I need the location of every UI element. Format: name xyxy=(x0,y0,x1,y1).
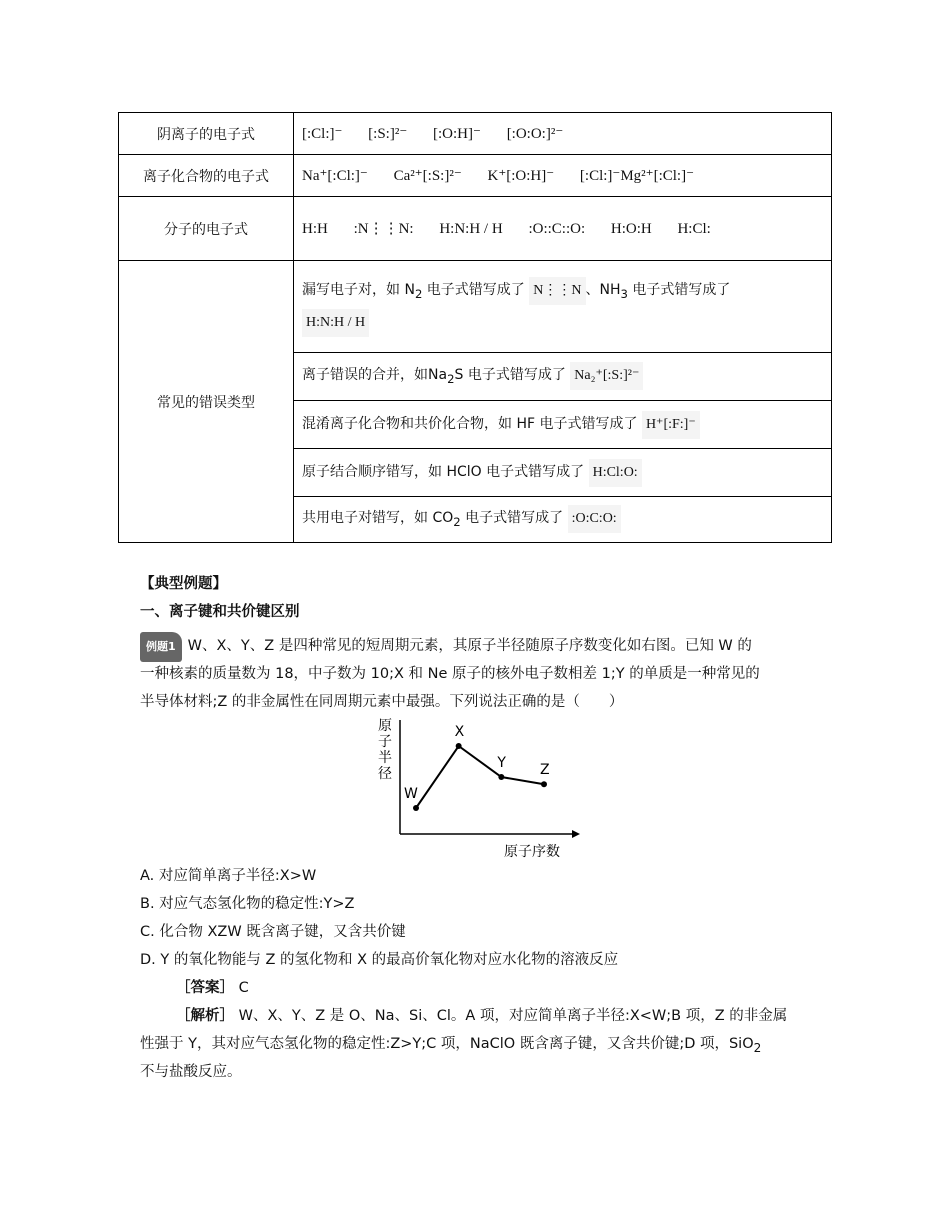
section-subheading: 一、离子键和共价键区别 xyxy=(140,604,300,620)
formula: [:O:H]⁻ xyxy=(433,126,481,142)
data-label-w: W xyxy=(404,786,418,802)
formula: :N⋮⋮N: xyxy=(353,221,414,237)
y-axis-label-char: 径 xyxy=(378,766,392,782)
analysis-text: 性强于 Y，其对应气态氢化物的稳定性:Z>Y;C 项，NaClO 既含离子键，又含共价键;D 项，SiO xyxy=(140,1036,754,1052)
formula-cell xyxy=(294,197,832,261)
section-heading: 【典型例题】 xyxy=(140,576,227,592)
wrong-formula: :O:C:O: xyxy=(568,505,621,533)
formula: [:Cl:]⁻Mg²⁺[:Cl:]⁻ xyxy=(579,168,695,184)
error-text: 电子式错写成了 xyxy=(627,282,731,299)
formula: H:O:H xyxy=(610,221,652,237)
formula: Na⁺[:Cl:]⁻ xyxy=(302,168,368,184)
formula: [:O:O:]²⁻ xyxy=(506,126,564,142)
data-point-w xyxy=(413,805,419,811)
formula: H:H xyxy=(302,221,328,237)
error-cell xyxy=(294,497,832,543)
question-text: W、X、Y、Z 是四种常见的短周期元素，其原子半径随原子序数变化如右图。已知 W 的 xyxy=(187,638,752,654)
formula: H:N:H / H xyxy=(439,221,503,237)
answer-label: ［答案］ xyxy=(176,980,234,996)
data-label-y: Y xyxy=(497,755,506,771)
data-point-y xyxy=(498,774,504,780)
subscript: 2 xyxy=(414,286,423,301)
formula-cell xyxy=(294,155,832,197)
row-label: 分子的电子式 xyxy=(119,197,294,261)
series-line xyxy=(416,746,544,808)
subscript: 2 xyxy=(447,371,455,386)
analysis-line-1 xyxy=(176,1002,787,1030)
row-label: 阴离子的电子式 xyxy=(119,113,294,155)
subscript: 2 xyxy=(753,1040,762,1055)
data-point-z xyxy=(541,781,547,787)
table-row xyxy=(119,113,832,155)
answer-value: C xyxy=(238,980,249,996)
error-text: 混淆离子化合物和共价化合物，如 HF 电子式错写成了 xyxy=(302,416,638,432)
question-line-1 xyxy=(140,632,752,662)
error-text: 电子式错写成了 xyxy=(460,509,564,526)
y-axis-label-char: 子 xyxy=(378,734,392,750)
wrong-formula: H:Cl:O: xyxy=(589,459,642,487)
y-axis-label xyxy=(378,718,392,782)
example-badge: 例题1 xyxy=(140,632,182,662)
error-text: 漏写电子对，如 N xyxy=(302,282,415,299)
analysis-line-3: 不与盐酸反应。 xyxy=(140,1064,242,1080)
wrong-formula: Na₂⁺[:S:]²⁻ xyxy=(570,362,643,390)
formula: [:S:]²⁻ xyxy=(368,126,408,142)
option-d: D. Y 的氧化物能与 Z 的氢化物和 X 的最高价氧化物对应水化物的溶液反应 xyxy=(140,952,619,968)
error-cell xyxy=(294,449,832,497)
wrong-formula: H:N:H / H xyxy=(302,309,369,337)
option-c: C. 化合物 XZW 既含离子键，又含共价键 xyxy=(140,924,406,940)
error-text: 、NH xyxy=(585,282,621,299)
error-text: S 电子式错写成了 xyxy=(454,366,566,383)
option-a: A. 对应简单离子半径:X>W xyxy=(140,868,317,884)
wrong-formula: N⋮⋮N xyxy=(529,277,585,305)
formula: Ca²⁺[:S:]²⁻ xyxy=(393,168,462,184)
option-b: B. 对应气态氢化物的稳定性:Y>Z xyxy=(140,896,355,912)
error-text: 离子错误的合并，如Na xyxy=(302,366,448,383)
error-text: 共用电子对错写，如 CO xyxy=(302,509,454,526)
data-label-z: Z xyxy=(540,762,550,779)
data-label-x: X xyxy=(454,724,465,740)
y-axis-label-char: 原 xyxy=(378,718,392,734)
x-axis-label: 原子序数 xyxy=(504,844,560,860)
analysis-label: ［解析］ xyxy=(176,1008,234,1024)
question-line-3: 半导体材料;Z 的非金属性在同周期元素中最强。下列说法正确的是（ ） xyxy=(140,694,624,710)
row-label: 离子化合物的电子式 xyxy=(119,155,294,197)
subscript: 3 xyxy=(620,286,628,301)
y-axis-label-char: 半 xyxy=(378,750,392,766)
electron-formula-table xyxy=(118,112,832,543)
wrong-formula: H⁺[:F:]⁻ xyxy=(642,411,700,439)
row-label: 常见的错误类型 xyxy=(119,261,294,543)
table-row xyxy=(119,197,832,261)
error-text: 原子结合顺序错写，如 HClO 电子式错写成了 xyxy=(302,464,585,480)
error-cell xyxy=(294,261,832,353)
formula: H:Cl: xyxy=(677,221,711,237)
formula-cell xyxy=(294,113,832,155)
answer-line xyxy=(176,974,249,1002)
atomic-radius-chart xyxy=(372,716,582,866)
analysis-text: W、X、Y、Z 是 O、Na、Si、Cl。A 项，对应简单离子半径:X<W;B 项，Z 的非金属 xyxy=(238,1008,788,1024)
x-axis-arrow xyxy=(572,830,580,838)
formula: :O::C::O: xyxy=(528,221,586,237)
formula: K⁺[:O:H]⁻ xyxy=(487,168,555,184)
error-cell xyxy=(294,353,832,401)
error-text: 电子式错写成了 xyxy=(422,282,525,299)
formula: [:Cl:]⁻ xyxy=(302,126,343,142)
data-point-x xyxy=(456,743,462,749)
subscript: 2 xyxy=(453,514,461,529)
table-row xyxy=(119,155,832,197)
table-row xyxy=(119,261,832,353)
question-line-2: 一种核素的质量数为 18，中子数为 10;X 和 Ne 原子的核外电子数相差 1;Y 的单质是一种常见的 xyxy=(140,666,760,682)
error-cell xyxy=(294,401,832,449)
